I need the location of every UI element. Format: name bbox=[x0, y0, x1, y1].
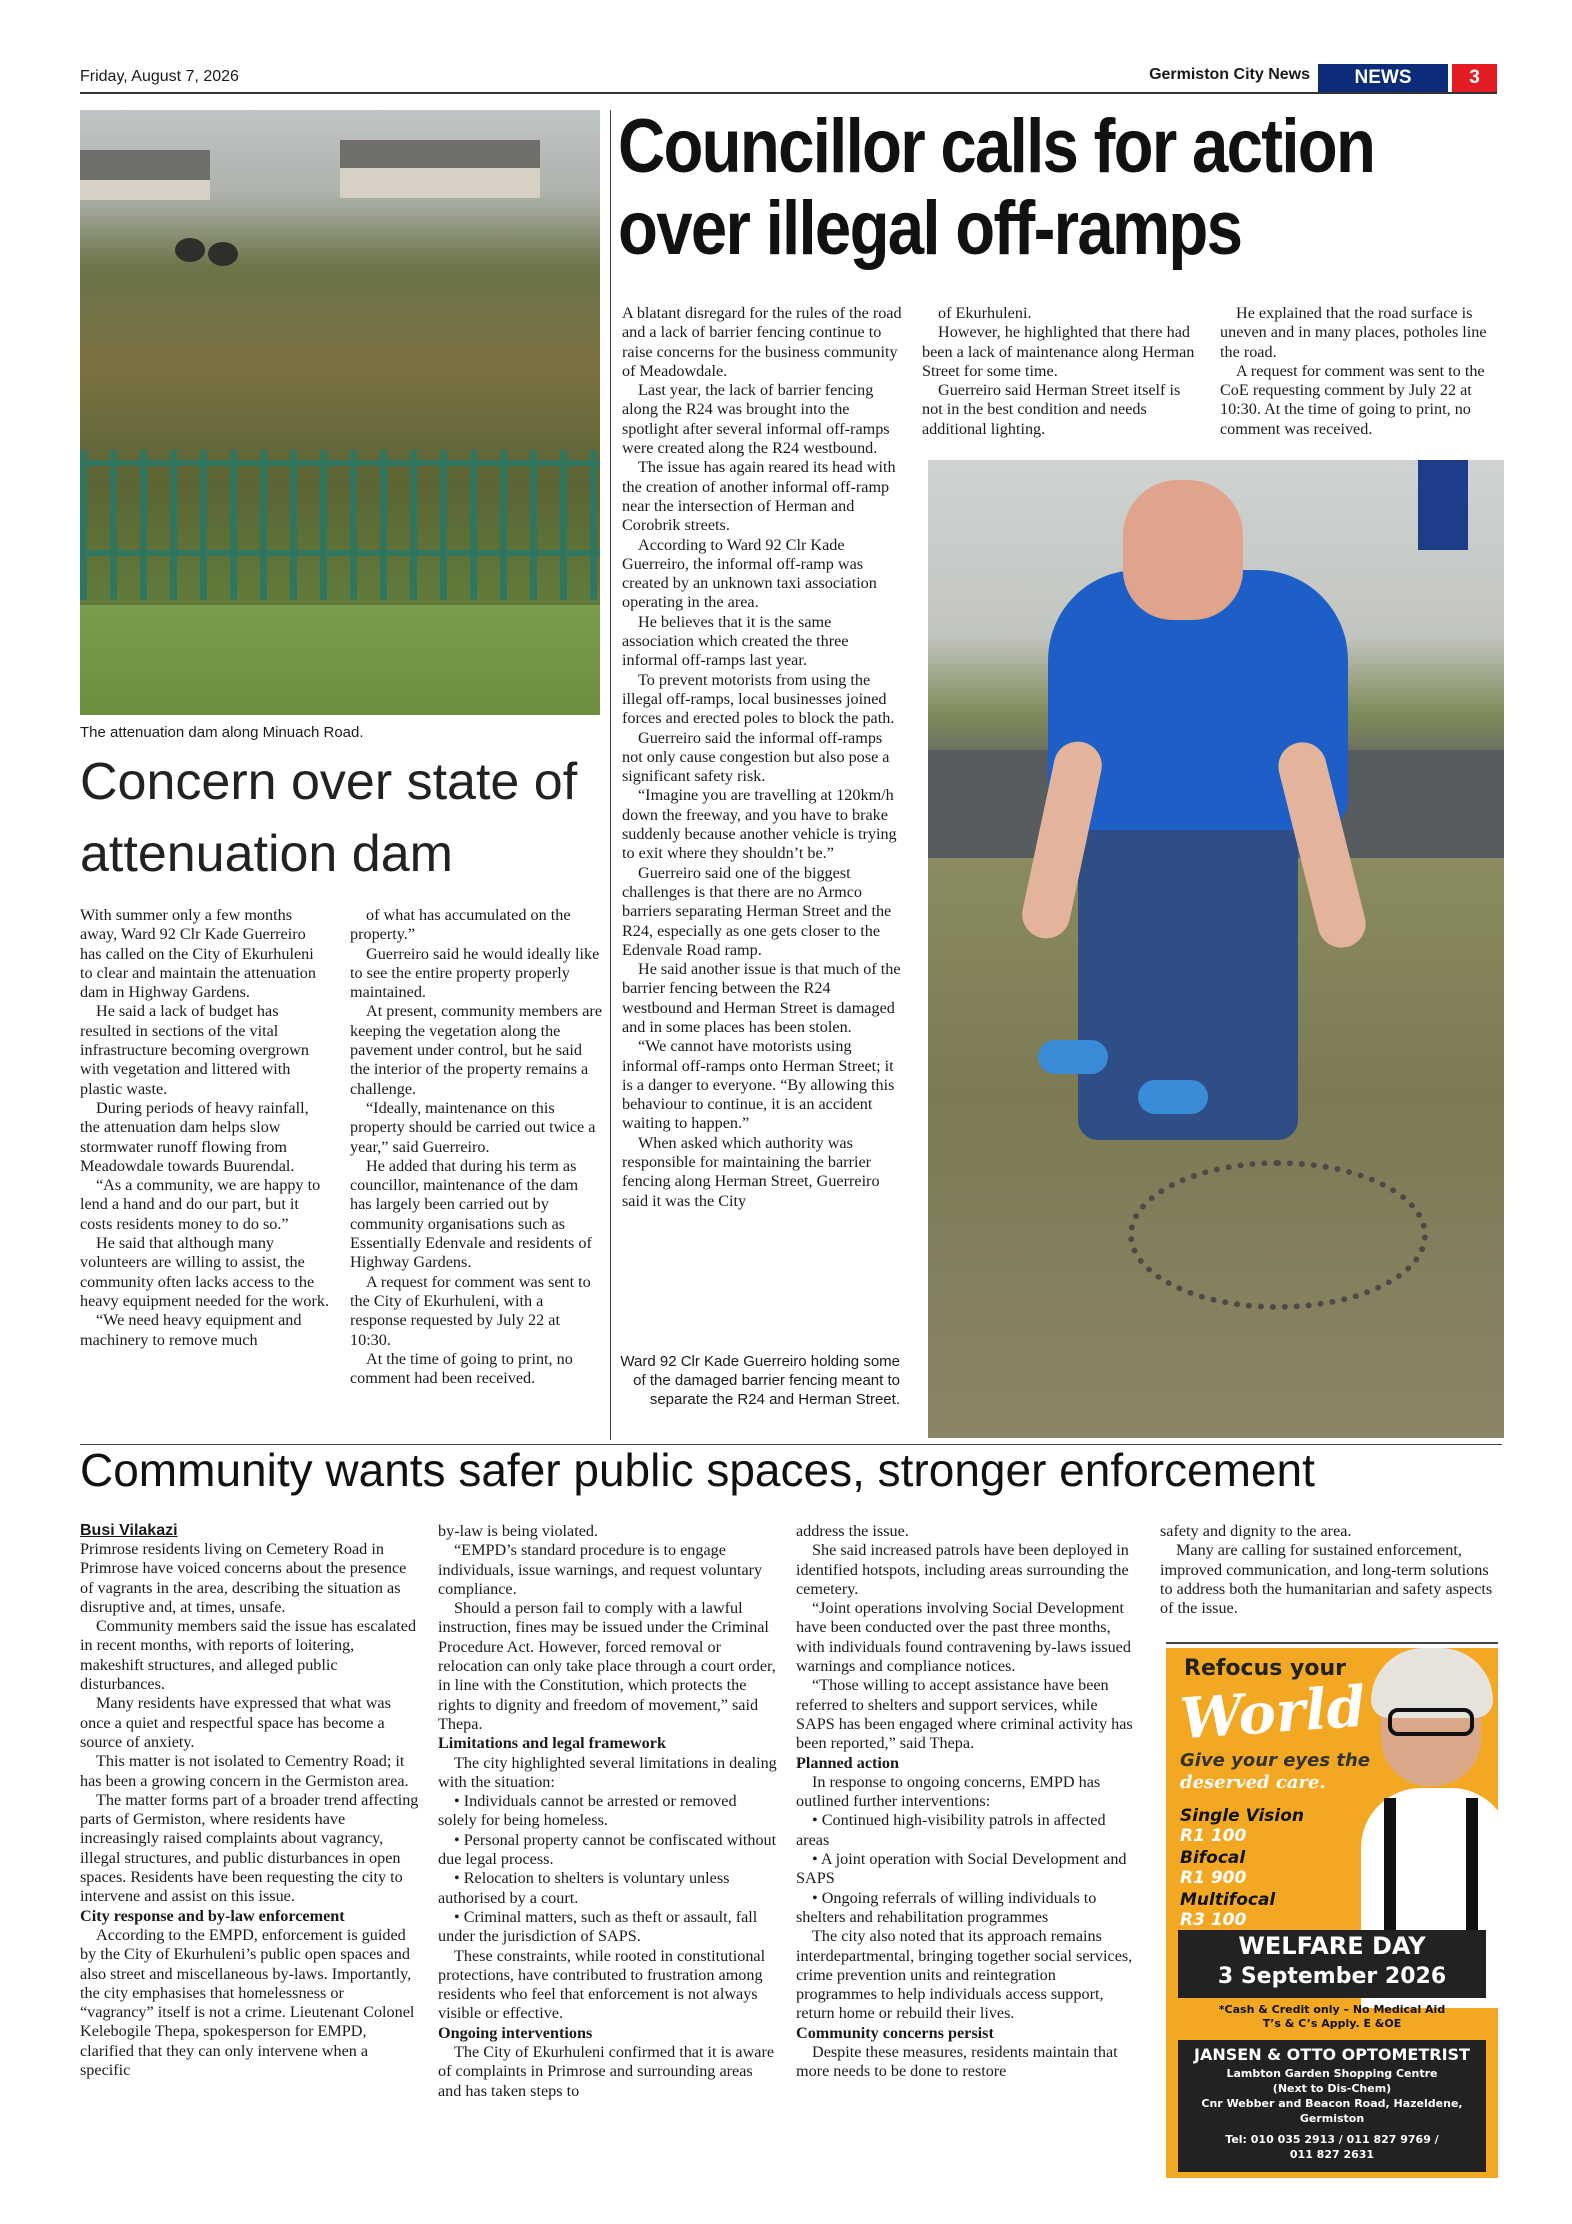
paragraph: Many are calling for sustained enforcement, improved communication, and long-term solutions to address both the humanitarian and safety aspects of the issue. bbox=[1160, 1541, 1493, 1618]
paragraph: Community members said the issue has escalated in recent months, with reports of loitering, makeshift structures, and alleged public disturbances. bbox=[80, 1617, 417, 1694]
advert-rule bbox=[1166, 1642, 1498, 1644]
paragraph: safety and dignity to the area. bbox=[1160, 1522, 1352, 1540]
culvert-pipe bbox=[208, 242, 238, 266]
paragraph: by-law is being violated. bbox=[438, 1522, 599, 1540]
house-roof bbox=[340, 140, 540, 168]
single-vision-label: Single Vision bbox=[1180, 1806, 1305, 1826]
paragraph: The city highlighted several limitations in dealing with the situation: bbox=[438, 1753, 777, 1791]
paragraph: Last year, the lack of barrier fencing along the R24 was brought into the spotlight after several informal off-ramps were created along the R24 westbound. bbox=[622, 381, 890, 458]
paragraph: However, he highlighted that there had been a lack of maintenance along Herman Street for some time. bbox=[922, 323, 1195, 380]
paragraph: Many residents have expressed that what was once a quiet and respectful space has become a source of anxiety. bbox=[80, 1694, 391, 1751]
paragraph: He said another issue is that much of the barrier fencing between the R24 westbound and Herman Street is damaged and in some places has been stolen. bbox=[622, 960, 901, 1036]
fence-rail bbox=[80, 550, 600, 556]
multifocal-price: R3 100 bbox=[1180, 1910, 1247, 1930]
paragraph: “Ideally, maintenance on this property should be carried out twice a year,” said Guerreiro. bbox=[350, 1098, 596, 1156]
community-story-col3 bbox=[796, 1522, 1138, 2082]
page-number: 3 bbox=[1452, 64, 1497, 92]
paragraph: “Imagine you are travelling at 120km/h down the freeway, and you have to brake suddenly because another vehicle is trying to exit where they shouldn’t be.” bbox=[622, 786, 897, 863]
multifocal-label: Multifocal bbox=[1180, 1890, 1276, 1910]
paragraph: This matter is not isolated to Cementry Road; it has been a growing concern in the Germiston area. bbox=[80, 1752, 409, 1790]
ad-give: Give your eyes the bbox=[1180, 1750, 1370, 1771]
store-address: (Next to Dis-Chem) bbox=[1272, 2082, 1392, 2095]
fine-print-line: T’s & C’s Apply. E &OE bbox=[1262, 2017, 1402, 2030]
ad-fine-print bbox=[1178, 2003, 1486, 2031]
header-rule bbox=[80, 92, 1497, 94]
paragraph: • Criminal matters, such as theft or assault, fall under the jurisdiction of SAPS. bbox=[438, 1907, 758, 1946]
store-address: Lambton Garden Shopping Centre bbox=[1226, 2067, 1438, 2080]
community-story-col2 bbox=[438, 1522, 778, 2101]
house bbox=[340, 168, 540, 198]
welfare-title: WELFARE DAY bbox=[1238, 1932, 1426, 1960]
paragraph: He added that during his term as councillor, maintenance of the dam has largely been carried out by community organisations such as Essentially Edenvale and residents of Highway Gardens. bbox=[350, 1156, 592, 1272]
issue-date: Friday, August 7, 2026 bbox=[80, 68, 239, 85]
community-story-col1 bbox=[80, 1540, 420, 2080]
paragraph: Primrose residents living on Cemetery Road in Primrose have voiced concerns about the presence of vagrants in the area, describing the situation as disruptive and, at times, unsafe. bbox=[80, 1540, 407, 1616]
palisade-fence bbox=[80, 450, 600, 600]
subheading: City response and by-law enforcement bbox=[80, 1906, 345, 1925]
fence-rail bbox=[80, 460, 600, 466]
paragraph: She said increased patrols have been deployed in identified hotspots, including areas surrounding the cemetery. bbox=[796, 1541, 1129, 1598]
store-phone: Tel: 010 035 2913 / 011 827 9769 / bbox=[1225, 2133, 1439, 2146]
welfare-date: 3 September 2026 bbox=[1217, 1964, 1447, 1989]
paragraph: • Continued high-visibility patrols in affected areas bbox=[796, 1811, 1106, 1849]
paragraph: “Joint operations involving Social Development have been conducted over the past three months, with individuals found contravening by-laws issued warnings and compliance notices. bbox=[796, 1599, 1131, 1676]
paragraph: “We cannot have motorists using informal off-ramps onto Herman Street; it is a danger to everyone. “By allowing this behaviour to continue, it is an accident waiting to happen.” bbox=[622, 1037, 895, 1133]
offramps-story-col2 bbox=[922, 304, 1202, 439]
paragraph: “Those willing to accept assistance have been referred to shelters and support services, while SAPS has been engaged where criminal activity has been reported,” said Thepa. bbox=[796, 1676, 1133, 1753]
attenuation-dam-photo bbox=[80, 110, 600, 715]
community-headline: Community wants safer public spaces, stronger enforcement bbox=[80, 1444, 1315, 1496]
paragraph: A blatant disregard for the rules of the road and a lack of barrier fencing continue to raise concerns for the business community of Meadowdale. bbox=[622, 304, 902, 380]
column-divider bbox=[610, 110, 611, 1440]
paragraph: • Personal property cannot be confiscated without due legal process. bbox=[438, 1830, 777, 1869]
paragraph: To prevent motorists from using the illegal off-ramps, local businesses joined forces and erected poles to block the path. bbox=[622, 670, 895, 728]
paragraph: Guerreiro said he would ideally like to see the entire property properly maintained. bbox=[350, 944, 600, 1002]
paragraph: According to Ward 92 Clr Kade Guerreiro, the informal off-ramp was created by an unknown taxi association operating in the area. bbox=[622, 535, 877, 612]
paragraph: “EMPD’s standard procedure is to engage individuals, issue warnings, and request voluntary compliance. bbox=[438, 1541, 763, 1598]
paragraph: During periods of heavy rainfall, the attenuation dam helps slow stormwater runoff flowing from Meadowdale towards Buurendal. bbox=[80, 1098, 309, 1175]
roadside-sign bbox=[1418, 460, 1468, 550]
community-story-col4 bbox=[1160, 1522, 1500, 1618]
paragraph: A request for comment was sent to the CoE requesting comment by July 22 at 10:30. At the time of going to print, no comment was received. bbox=[1220, 361, 1485, 438]
shoe bbox=[1138, 1080, 1208, 1114]
dam-headline: Concern over state of attenuation dam bbox=[80, 753, 578, 883]
paragraph: He believes that it is the same association which created the three informal off-ramps last year. bbox=[622, 612, 849, 670]
paragraph: When asked which authority was responsible for maintaining the barrier fencing along Herman Street, Guerreiro said it was the City bbox=[622, 1133, 880, 1210]
paragraph: “As a community, we are happy to lend a hand and do our part, but it costs residents money to do so.” bbox=[80, 1176, 321, 1233]
offramps-headline: Councillor calls for action over illegal off-ramps bbox=[618, 104, 1375, 271]
paragraph: The matter forms part of a broader trend affecting parts of Germiston, where residents have increasingly raised complaints about vagrancy, illegal structures, and public disturbances in open spaces. Residents have been requesting the city to intervene and assist on this issue. bbox=[80, 1790, 419, 1906]
culvert-pipe bbox=[175, 238, 205, 262]
paragraph: • Individuals cannot be arrested or removed solely for being homeless. bbox=[438, 1792, 737, 1830]
damaged-fencing bbox=[1128, 1160, 1428, 1310]
paragraph: He said that although many volunteers are willing to assist, the community often lacks access to the heavy equipment needed for the work. bbox=[80, 1234, 330, 1310]
byline-author: Busi Vilakazi bbox=[80, 1522, 178, 1539]
paragraph: He explained that the road surface is uneven and in many places, potholes line the road. bbox=[1220, 304, 1487, 361]
optometrist-advert[interactable] bbox=[1166, 1648, 1498, 2178]
paragraph: Despite these measures, residents maintain that more needs to be done to restore bbox=[796, 2043, 1118, 2081]
paragraph: He said a lack of budget has resulted in sections of the vital infrastructure becoming overgrown with vegetation and littered with plastic waste. bbox=[80, 1002, 309, 1098]
paragraph: These constraints, while rooted in constitutional protections, have contributed to frustration among residents who feel that enforcement is not always visible or effective. bbox=[438, 1946, 766, 2023]
subheading: Community concerns persist bbox=[796, 2023, 994, 2042]
ad-care: deserved care. bbox=[1180, 1772, 1326, 1793]
paragraph: Guerreiro said the informal off-ramps not only cause congestion but also pose a significant safety risk. bbox=[622, 728, 890, 786]
councillor-photo-caption: Ward 92 Clr Kade Guerreiro holding some of the damaged barrier fencing meant to separate the R24 and Herman Street. bbox=[620, 1353, 900, 1408]
paragraph: • Ongoing referrals of willing individuals to shelters and rehabilitation programmes bbox=[796, 1888, 1097, 1926]
store-name: JANSEN & OTTO OPTOMETRIST bbox=[1194, 2045, 1470, 2064]
paragraph: The City of Ekurhuleni confirmed that it is aware of complaints in Primrose and surrounding areas and has taken steps to bbox=[438, 2043, 775, 2100]
paragraph: Guerreiro said Herman Street itself is not in the best condition and needs additional lighting. bbox=[922, 381, 1181, 438]
house-roof bbox=[80, 150, 210, 180]
single-vision-price: R1 100 bbox=[1180, 1826, 1247, 1846]
welfare-day-box bbox=[1178, 1930, 1486, 1998]
house bbox=[80, 180, 210, 200]
paragraph: A request for comment was sent to the City of Ekurhuleni, with a response requested by July 22 at 10:30. bbox=[350, 1272, 591, 1349]
councillor-photo bbox=[928, 460, 1504, 1438]
dam-story-col1 bbox=[80, 906, 330, 1350]
section-label: NEWS bbox=[1318, 64, 1448, 92]
offramps-story-col3 bbox=[1220, 304, 1502, 439]
paragraph: • Relocation to shelters is voluntary unless authorised by a court. bbox=[438, 1869, 730, 1907]
paragraph: In response to ongoing concerns, EMPD has outlined further interventions: bbox=[796, 1772, 1101, 1811]
glasses-icon bbox=[1388, 1708, 1474, 1736]
store-phone: 011 827 2631 bbox=[1289, 2148, 1375, 2161]
head bbox=[1123, 480, 1243, 620]
paragraph: of what has accumulated on the property.” bbox=[350, 906, 571, 944]
shoe bbox=[1038, 1040, 1108, 1074]
ad-world: World bbox=[1177, 1673, 1368, 1753]
paragraph: The city also noted that its approach remains interdepartmental, bringing together social services, crime prevention units and reintegration programmes to help individuals access support, return home or rebuild their lives. bbox=[796, 1927, 1133, 2023]
subheading: Limitations and legal framework bbox=[438, 1734, 666, 1753]
paragraph: • A joint operation with Social Development and SAPS bbox=[796, 1850, 1127, 1888]
store-details bbox=[1178, 2040, 1486, 2172]
paragraph: At present, community members are keeping the vegetation along the pavement under control, but he said the interior of the property remains a challenge. bbox=[350, 1002, 602, 1098]
bifocal-label: Bifocal bbox=[1180, 1848, 1246, 1868]
paragraph: The issue has again reared its head with the creation of another informal off-ramp near the intersection of Herman and Corobrik streets. bbox=[622, 458, 896, 535]
byline bbox=[80, 1522, 420, 1540]
paragraph: At the time of going to print, no comment had been received. bbox=[350, 1349, 573, 1388]
store-address: Cnr Webber and Beacon Road, Hazeldene, bbox=[1201, 2097, 1463, 2110]
paragraph: Should a person fail to comply with a lawful instruction, fines may be issued under the Criminal Procedure Act. However, forced removal or relocation can only take place through a court order, in line with the Constitution, which protects the rights to dignity and freedom of movement,” said Thepa. bbox=[438, 1599, 776, 1733]
dam-photo-caption: The attenuation dam along Minuach Road. bbox=[80, 724, 364, 741]
paragraph: Guerreiro said one of the biggest challenges is that there are no Armco barriers separating Herman Street and the R24, especially as one gets closer to the Edenvale Road ramp. bbox=[622, 863, 892, 959]
ad-tagline: Refocus your bbox=[1184, 1656, 1346, 1681]
subheading: Planned action bbox=[796, 1753, 899, 1772]
bifocal-price: R1 900 bbox=[1180, 1868, 1247, 1888]
grass bbox=[80, 605, 600, 715]
newspaper-name: Germiston City News bbox=[1149, 66, 1310, 83]
paragraph: With summer only a few months away, Ward 92 Clr Kade Guerreiro has called on the City of Ekurhuleni to clear and maintain the attenuation dam in Highway Gardens. bbox=[80, 906, 316, 1002]
paragraph: According to the EMPD, enforcement is guided by the City of Ekurhuleni’s public open spaces and also street and miscellaneous by-laws. Importantly, the city emphasises that homelessness or “vagrancy” itself is not a crime. Lieutenant Colonel Kelebogile Thepa, spokesperson for EMPD, clarified that they can only intervene when a specific bbox=[80, 1925, 415, 2080]
dam-story-col2 bbox=[350, 906, 602, 1388]
paragraph: of Ekurhuleni. bbox=[938, 304, 1032, 322]
store-address: Germiston bbox=[1299, 2112, 1365, 2125]
subheading: Ongoing interventions bbox=[438, 2023, 593, 2042]
paragraph: address the issue. bbox=[796, 1522, 909, 1540]
offramps-story-col1 bbox=[622, 304, 904, 1211]
fine-print-line: *Cash & Credit only – No Medical Aid bbox=[1218, 2003, 1446, 2016]
paragraph: “We need heavy equipment and machinery to remove much bbox=[80, 1311, 302, 1349]
